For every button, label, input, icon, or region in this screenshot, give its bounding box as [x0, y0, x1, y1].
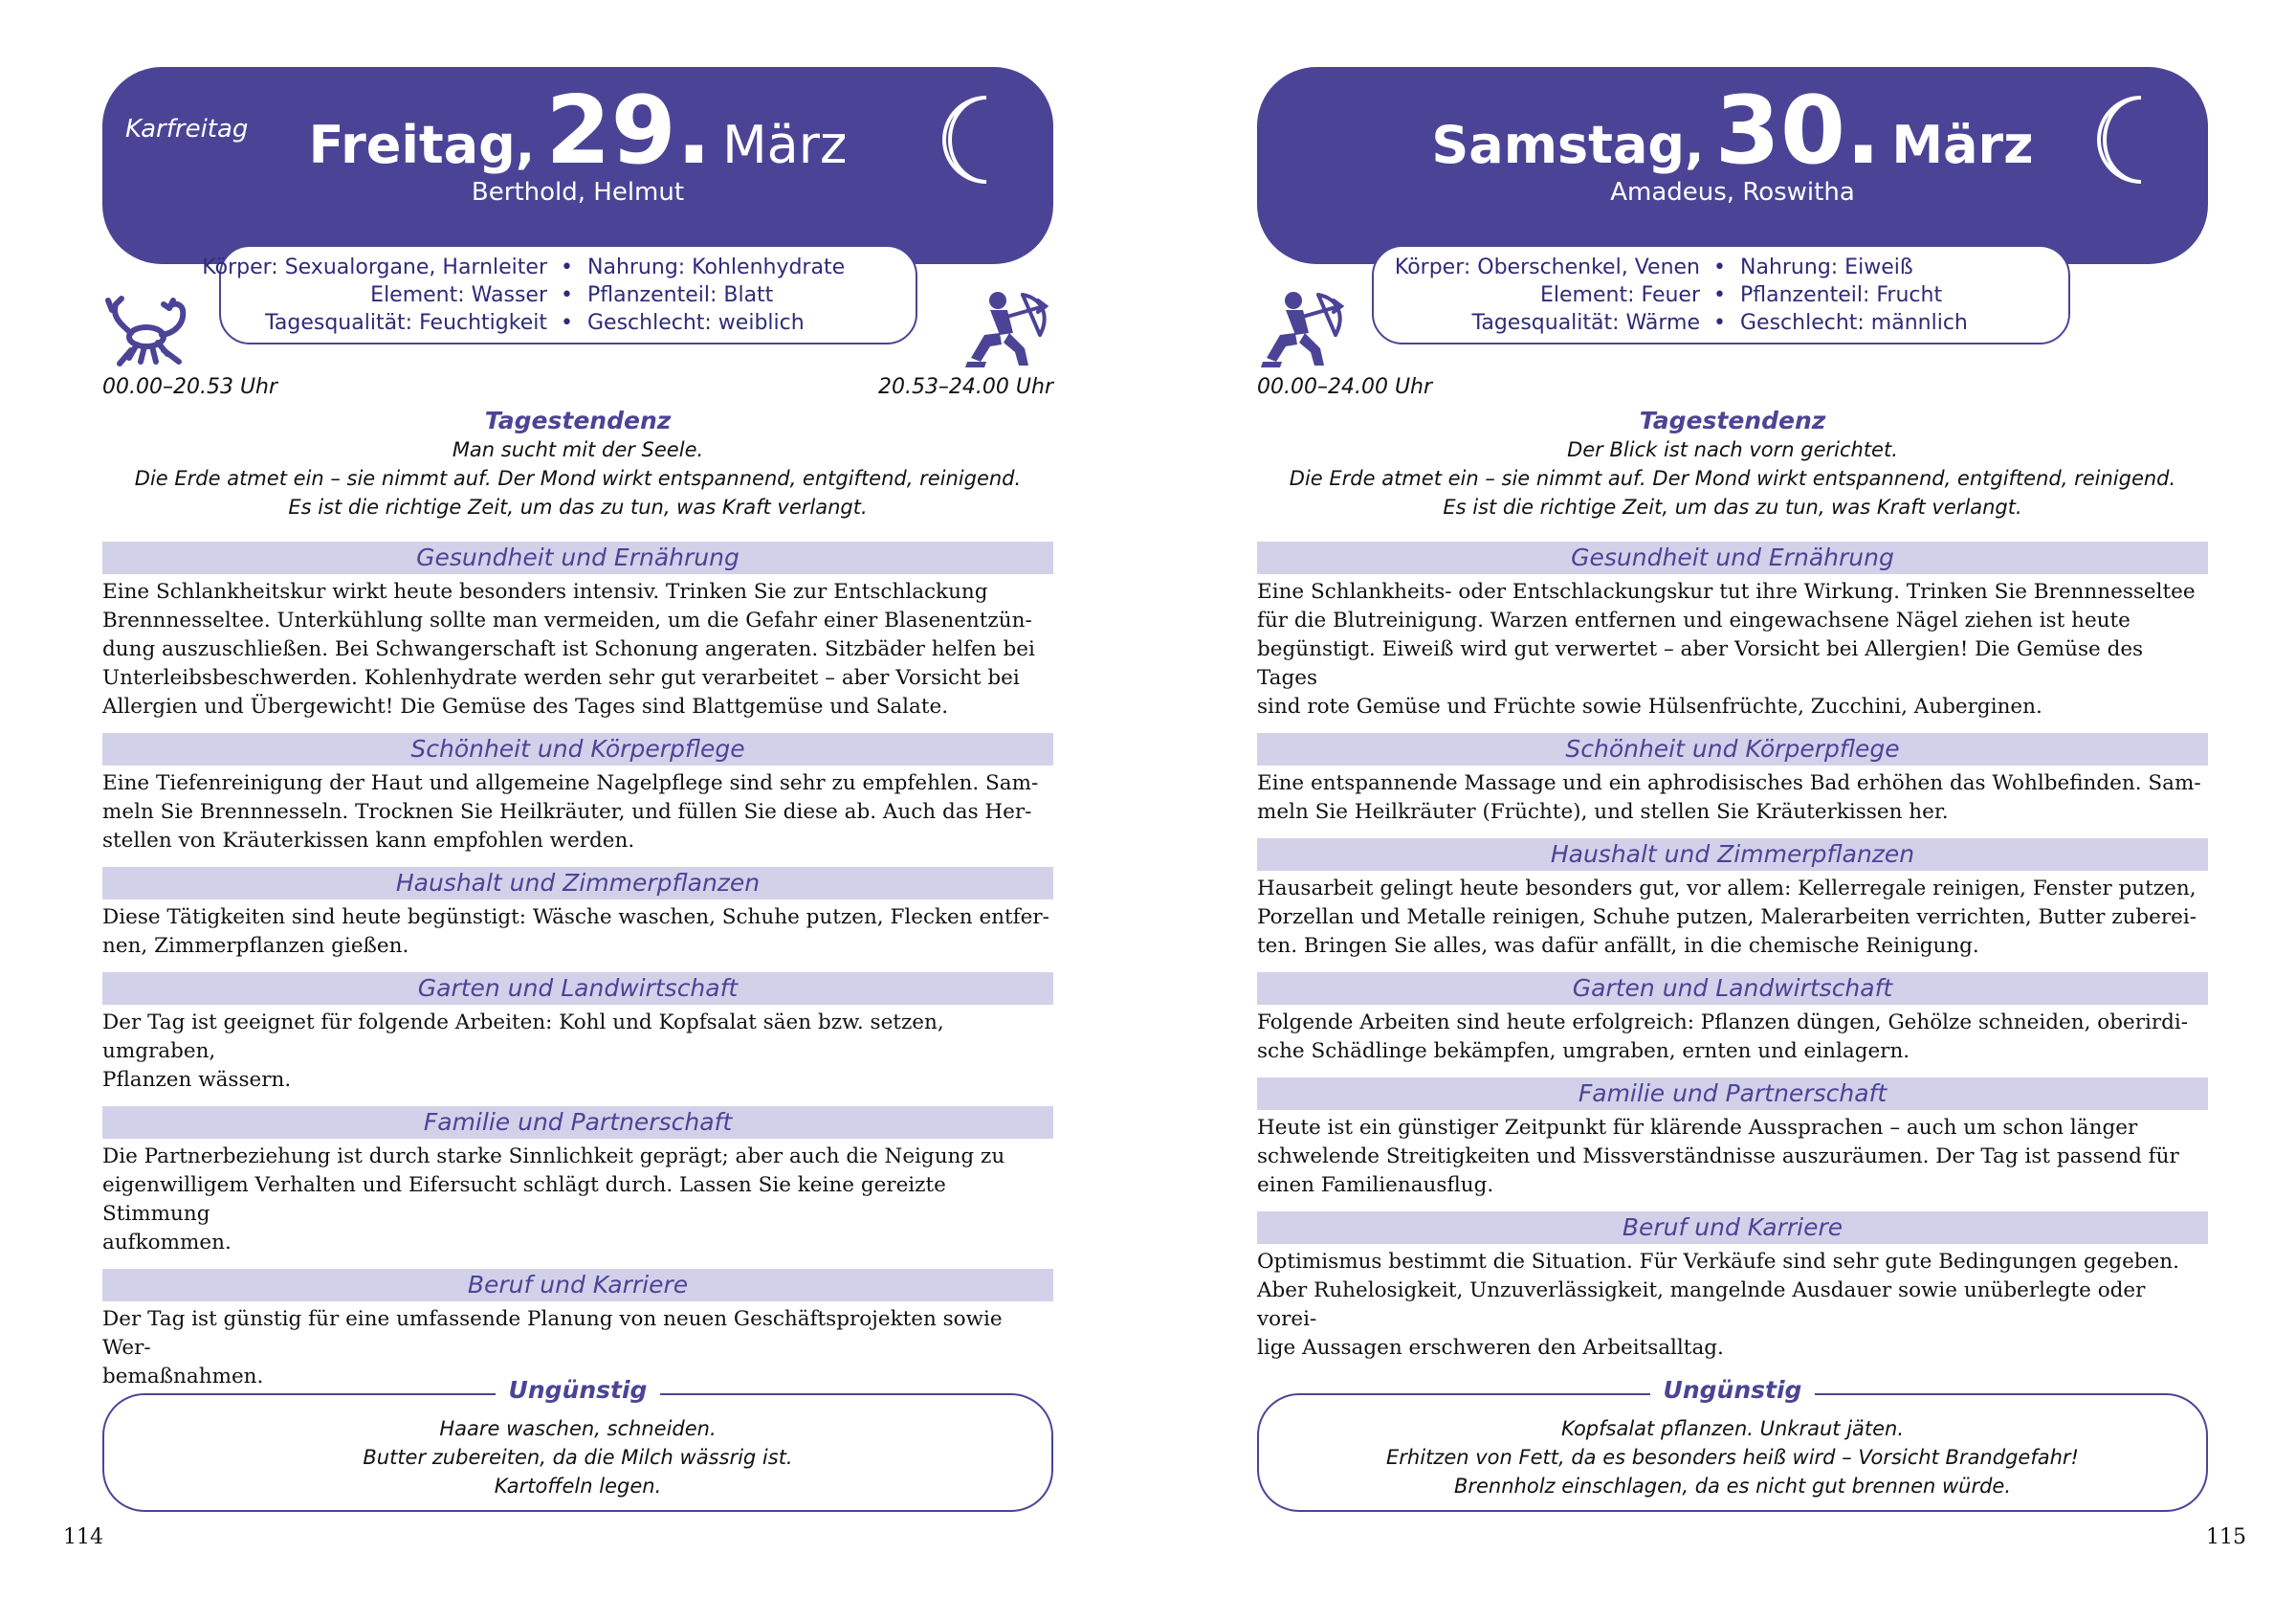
- text-line: dung auszuschließen. Bei Schwangerschaft ist Schonung angeraten. Sitzbäder helfen bei: [102, 637, 1035, 661]
- text-line: Eine Schlankheits- oder Entschlackungskur tut ihre Wirkung. Trinken Sie Brennnesseltee: [1257, 580, 2196, 604]
- info-key: Tagesqualität: Wärme: [1471, 311, 1700, 335]
- section-heading: Haushalt und Zimmerpflanzen: [1257, 838, 2208, 871]
- month: März: [722, 115, 848, 175]
- section-health: [1257, 542, 2208, 722]
- sagittarius-icon: [961, 289, 1053, 369]
- text-line: Eine Schlankheitskur wirkt heute besonders intensiv. Trinken Sie zur Entschlackung: [102, 580, 988, 604]
- text-line: meln Sie Heilkräuter (Früchte), und stellen Sie Kräuterkissen her.: [1257, 800, 1949, 824]
- info-key: Körper: Sexualorgane, Harnleiter: [202, 255, 547, 279]
- text-line: Brennnesseltee. Unterkühlung sollte man vermeiden, um die Gefahr einer Blasenentzün-: [102, 609, 1032, 633]
- unfavorable-label: Ungünstig: [1650, 1376, 1816, 1404]
- text-line: Optimismus bestimmt die Situation. Für Verkäufe sind sehr gute Bedingungen gegeben.: [1257, 1250, 2179, 1274]
- section-heading: Beruf und Karriere: [1257, 1211, 2208, 1244]
- page-left: [102, 67, 1053, 1498]
- day-tendency: [1257, 407, 2208, 522]
- section-heading: Garten und Landwirtschaft: [1257, 972, 2208, 1005]
- unfavorable-heading: [1257, 1376, 2208, 1404]
- text-line: sche Schädlinge bekämpfen, umgraben, ernten und einlagern.: [1257, 1039, 1910, 1063]
- section-beauty: [1257, 733, 2208, 827]
- section-garden: [1257, 972, 2208, 1066]
- unfavorable-item: Kopfsalat pflanzen. Unkraut jäten.: [1560, 1417, 1905, 1440]
- date-heading: [1257, 77, 2208, 186]
- info-key: Element: Feuer: [1540, 283, 1700, 307]
- weekday: Samstag,: [1431, 115, 1705, 175]
- section-household: [1257, 838, 2208, 961]
- text-line: Heute ist ein günstiger Zeitpunkt für klärende Aussprachen – auch um schon länger: [1257, 1116, 2138, 1140]
- section-household: [102, 867, 1053, 961]
- info-value: Nahrung: Eiweiß: [1740, 255, 1913, 279]
- advice-sections: [102, 542, 1053, 1403]
- section-career: [102, 1269, 1053, 1391]
- info-value: Pflanzenteil: Frucht: [1740, 283, 1943, 307]
- section-text: [102, 1139, 1053, 1257]
- section-text: [1257, 1005, 2208, 1066]
- date-banner: [1257, 67, 2208, 264]
- text-line: Hausarbeit gelingt heute besonders gut, vor allem: Kellerregale reinigen, Fenster putzen,: [1257, 877, 2197, 900]
- day-tendency: [102, 407, 1053, 522]
- time-range-start: 00.00–24.00 Uhr: [1257, 375, 1433, 399]
- date-banner: [102, 67, 1053, 264]
- section-text: [1257, 574, 2208, 722]
- section-garden: [102, 972, 1053, 1095]
- info-key: Körper: Oberschenkel, Venen: [1394, 255, 1700, 279]
- page-number-right: 115: [2206, 1525, 2246, 1549]
- text-line: Eine Tiefenreinigung der Haut und allgemeine Nagelpflege sind sehr zu empfehlen. Sam-: [102, 771, 1039, 795]
- unfavorable-item: Brennholz einschlagen, da es nicht gut brennen würde.: [1453, 1475, 2012, 1498]
- text-line: Der Tag ist günstig für eine umfassende Planung von neuen Geschäftsprojekten sowie Wer-: [102, 1307, 1003, 1360]
- info-row: [202, 255, 916, 281]
- section-heading: Schönheit und Körperpflege: [1257, 733, 2208, 766]
- moon-sign-times: [102, 375, 1053, 399]
- text-line: Porzellan und Metalle reinigen, Schuhe putzen, Malerarbeiten verrichten, Butter zuberei-: [1257, 905, 2197, 929]
- section-heading: Gesundheit und Ernährung: [102, 542, 1053, 574]
- text-line: Folgende Arbeiten sind heute erfolgreich: Pflanzen düngen, Gehölze schneiden, oberirdi-: [1257, 1010, 2189, 1034]
- time-range-end: 20.53–24.00 Uhr: [877, 375, 1053, 399]
- tendency-line: Man sucht mit der Seele.: [452, 438, 704, 461]
- text-line: stellen von Kräuterkissen kann empfohlen werden.: [102, 829, 635, 853]
- text-line: sind rote Gemüse und Früchte sowie Hülsenfrüchte, Zucchini, Auberginen.: [1257, 695, 2042, 719]
- section-family: [1257, 1077, 2208, 1200]
- section-family: [102, 1106, 1053, 1257]
- section-text: [1257, 871, 2208, 961]
- section-text: [102, 574, 1053, 722]
- section-heading: Garten und Landwirtschaft: [102, 972, 1053, 1005]
- section-heading: Haushalt und Zimmerpflanzen: [102, 867, 1053, 899]
- section-health: [102, 542, 1053, 722]
- unfavorable-item: Haare waschen, schneiden.: [439, 1417, 717, 1440]
- holiday-label: Karfreitag: [125, 115, 249, 144]
- date-heading: [102, 77, 1053, 186]
- section-text: [102, 1005, 1053, 1095]
- bullet: •: [1713, 255, 1726, 279]
- bullet: •: [1713, 311, 1726, 335]
- section-heading: Schönheit und Körperpflege: [102, 733, 1053, 766]
- month: März: [1891, 115, 2034, 175]
- info-box: [1372, 245, 2070, 344]
- text-line: Die Partnerbeziehung ist durch starke Sinnlichkeit geprägt; aber auch die Neigung zu: [102, 1144, 1005, 1168]
- bullet: •: [1713, 283, 1726, 307]
- tendency-heading: Tagestendenz: [1639, 407, 1826, 434]
- text-line: für die Blutreinigung. Warzen entfernen und eingewachsene Nägel ziehen ist heute: [1257, 609, 2130, 633]
- section-text: [1257, 1110, 2208, 1200]
- text-line: Unterleibsbeschwerden. Kohlenhydrate werden sehr gut verarbeitet – aber Vorsicht bei: [102, 666, 1020, 690]
- section-text: [1257, 766, 2208, 827]
- info-row: [221, 310, 916, 337]
- name-days: Berthold, Helmut: [471, 178, 685, 207]
- unfavorable-list: [102, 1393, 1053, 1512]
- tendency-heading: Tagestendenz: [484, 407, 672, 434]
- section-text: [102, 766, 1053, 855]
- advice-sections: [1257, 542, 2208, 1374]
- info-value: Nahrung: Kohlenhydrate: [587, 255, 846, 279]
- section-career: [1257, 1211, 2208, 1363]
- bullet: •: [561, 283, 573, 307]
- text-line: schwelende Streitigkeiten und Missverständnisse auszuräumen. Der Tag ist passend für: [1257, 1144, 2179, 1168]
- name-days: Amadeus, Roswitha: [1610, 178, 1855, 207]
- text-line: einen Familienausflug.: [1257, 1173, 1494, 1197]
- section-beauty: [102, 733, 1053, 855]
- section-heading: Gesundheit und Ernährung: [1257, 542, 2208, 574]
- info-key: Element: Wasser: [370, 283, 547, 307]
- info-row: [1374, 282, 2068, 309]
- info-key: Tagesqualität: Feuchtigkeit: [265, 311, 547, 335]
- info-row: [1374, 255, 2068, 281]
- unfavorable-item: Butter zubereiten, da die Milch wässrig ist.: [363, 1446, 793, 1469]
- text-line: aufkommen.: [102, 1231, 232, 1255]
- tendency-line: Die Erde atmet ein – sie nimmt auf. Der Mond wirkt entspannend, entgiftend, reinigend.: [134, 467, 1022, 490]
- text-line: bemaßnahmen.: [102, 1365, 264, 1388]
- text-line: begünstigt. Eiweiß wird gut verwertet – aber Vorsicht bei Allergien! Die Gemüse des Tages: [1257, 637, 2144, 690]
- sagittarius-icon: [1257, 289, 1349, 369]
- unfavorable-label: Ungünstig: [496, 1376, 661, 1404]
- text-line: Eine entspannende Massage und ein aphrodisisches Bad erhöhen das Wohlbefinden. Sam-: [1257, 771, 2201, 795]
- info-value: Pflanzenteil: Blatt: [587, 283, 774, 307]
- text-line: Diese Tätigkeiten sind heute begünstigt: Wäsche waschen, Schuhe putzen, Flecken entfer-: [102, 905, 1049, 929]
- weekday: Freitag,: [308, 115, 536, 175]
- text-line: nen, Zimmerpflanzen gießen.: [102, 934, 409, 958]
- moon-sign-times: [1257, 375, 2208, 399]
- text-line: eigenwilligem Verhalten und Eifersucht schlägt durch. Lassen Sie keine gereizte Stimmung: [102, 1173, 946, 1226]
- tendency-line: Es ist die richtige Zeit, um das zu tun, was Kraft verlangt.: [1443, 496, 2022, 519]
- text-line: Pflanzen wässern.: [102, 1068, 292, 1092]
- unfavorable-item: Erhitzen von Fett, da es besonders heiß wird – Vorsicht Brandgefahr!: [1386, 1446, 2079, 1469]
- info-value: Geschlecht: weiblich: [587, 311, 805, 335]
- text-line: lige Aussagen erschweren den Arbeitsalltag.: [1257, 1336, 1724, 1360]
- text-line: Der Tag ist geeignet für folgende Arbeiten: Kohl und Kopfsalat säen bzw. setzen, umgraben,: [102, 1010, 944, 1063]
- section-heading: Familie und Partnerschaft: [102, 1106, 1053, 1139]
- text-line: Aber Ruhelosigkeit, Unzuverlässigkeit, mangelnde Ausdauer sowie unüberlegte oder vorei-: [1257, 1278, 2146, 1331]
- unfavorable-item: Kartoffeln legen.: [494, 1475, 662, 1498]
- info-row: [221, 282, 916, 309]
- tendency-line: Es ist die richtige Zeit, um das zu tun, was Kraft verlangt.: [288, 496, 868, 519]
- info-box: [202, 245, 917, 344]
- scorpio-icon: [102, 295, 194, 375]
- section-heading: Familie und Partnerschaft: [1257, 1077, 2208, 1110]
- crescent-moon-icon: [937, 92, 1004, 188]
- bullet: •: [561, 255, 573, 279]
- info-value: Geschlecht: männlich: [1740, 311, 1968, 335]
- unfavorable-heading: [102, 1376, 1053, 1404]
- section-text: [102, 899, 1053, 961]
- text-line: meln Sie Brennnesseln. Trocknen Sie Heilkräuter, und füllen Sie diese ab. Auch das Her-: [102, 800, 1032, 824]
- unfavorable-list: [1257, 1393, 2208, 1512]
- day-number: 29.: [545, 77, 712, 186]
- tendency-line: Der Blick ist nach vorn gerichtet.: [1567, 438, 1898, 461]
- day-number: 30.: [1714, 77, 1882, 186]
- text-line: ten. Bringen Sie alles, was dafür anfällt, in die chemische Reinigung.: [1257, 934, 1979, 958]
- page-right: [1257, 67, 2208, 1498]
- page-number-left: 114: [63, 1525, 103, 1549]
- crescent-moon-icon: [2091, 92, 2158, 188]
- info-row: [1374, 310, 2068, 337]
- text-line: Allergien und Übergewicht! Die Gemüse des Tages sind Blattgemüse und Salate.: [102, 695, 949, 719]
- section-heading: Beruf und Karriere: [102, 1269, 1053, 1301]
- tendency-line: Die Erde atmet ein – sie nimmt auf. Der Mond wirkt entspannend, entgiftend, reinigend.: [1289, 467, 2176, 490]
- bullet: •: [561, 311, 573, 335]
- section-text: [1257, 1244, 2208, 1363]
- time-range-start: 00.00–20.53 Uhr: [102, 375, 278, 399]
